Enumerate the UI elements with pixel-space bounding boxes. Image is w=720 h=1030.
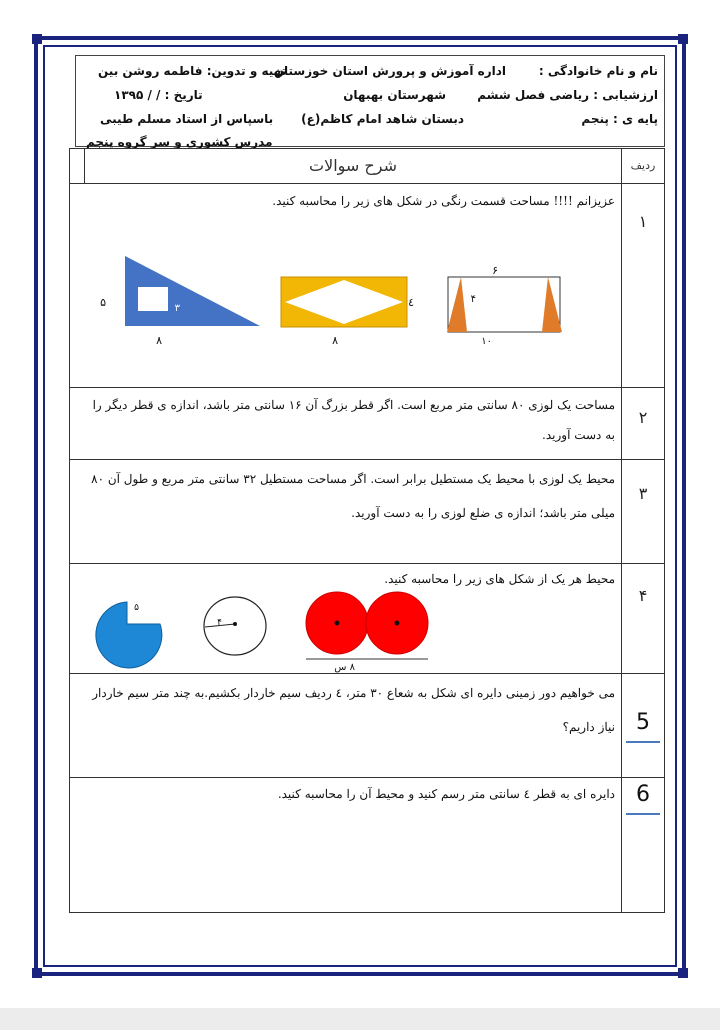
- student-name-label: نام و نام خانوادگی :: [538, 64, 658, 78]
- question-text: مساحت یک لوزی ۸۰ سانتی متر مربع است. اگر قطر بزرگ آن ۱۶ سانتی متر باشد، اندازه ی قطر دیگر را به دست آورید.: [92, 398, 615, 442]
- page-bottom-strip: [0, 1008, 720, 1030]
- question-number: ۳: [638, 484, 648, 503]
- grade-label: پایه ی : پنجم: [581, 112, 658, 126]
- question-row-5: [70, 674, 665, 778]
- city-label: شهرستان بهبهان: [343, 88, 446, 102]
- question-number: ۱: [638, 212, 648, 231]
- circle-radius-label: ۴: [217, 618, 222, 628]
- circle-sector: [96, 602, 162, 668]
- exam-header: [75, 55, 665, 147]
- office-label: اداره آموزش و پرورش استان خوزستان: [273, 64, 506, 78]
- rectangle-height-label: ٤: [408, 296, 414, 309]
- question-number: 5: [636, 710, 650, 735]
- corner-ornament: [32, 968, 42, 978]
- question-row-4: [70, 564, 665, 674]
- corner-ornament: [32, 34, 42, 44]
- question-text: عزیزانم !!!! مساحت قسمت رنگی در شکل های زیر را محاسبه کنید.: [272, 194, 615, 208]
- column-title-header: شرح سوالات: [309, 156, 397, 175]
- corner-ornament: [678, 34, 688, 44]
- triangle-white-square: [138, 287, 168, 311]
- question-1-figures: [70, 184, 620, 388]
- school-label: دبستان شاهد امام کاظم(ع): [301, 112, 464, 126]
- question-row-3: [70, 460, 665, 564]
- triangle-height-label: ۵: [100, 296, 106, 309]
- table-header-row: [70, 149, 665, 184]
- number-underline: [626, 741, 660, 743]
- thanks-label: باسپاس از استاد مسلم طیبی: [100, 112, 274, 126]
- triangle-square-label: ۳: [174, 303, 180, 314]
- question-text: محیط یک لوزی با محیط یک مستطیل برابر است. اگر مساحت مستطیل ۳۲ سانتی متر مربع و طول آن ۸۰ میلی متر باشد؛ اندازه ی ضلع لوزی را به دست آورید.: [91, 472, 615, 520]
- questions-table: [69, 148, 665, 913]
- trapezoid-left-triangle: [447, 277, 467, 332]
- question-text: دایره ای به قطر ٤ سانتی متر رسم کنید و محیط آن را محاسبه کنید.: [277, 787, 615, 801]
- question-row-1: [70, 184, 665, 388]
- corner-ornament: [678, 968, 688, 978]
- question-row-6: [70, 778, 665, 913]
- question-number: ۲: [638, 408, 648, 427]
- trapezoid-height-label: ۴: [470, 294, 476, 305]
- red-circle-center: [335, 621, 340, 626]
- question-4-figures: [70, 564, 620, 674]
- question-number: ۴: [638, 586, 648, 605]
- sector-radius-label: ۵: [134, 603, 139, 613]
- question-number: 6: [636, 782, 650, 807]
- circles-width-label: ۸ س: [334, 662, 355, 673]
- date-label: تاریخ : / / ۱۳۹۵: [114, 88, 203, 102]
- evaluation-label: ارزشیابی : ریاضی فصل ششم: [477, 88, 658, 102]
- trapezoid-bottom-label: ۱۰: [481, 336, 492, 347]
- red-circle-center: [395, 621, 400, 626]
- circle-center-dot: [233, 622, 237, 626]
- author-label: تهیه و تدوین: فاطمه روشن بین: [98, 64, 287, 78]
- question-row-2: [70, 388, 665, 460]
- rectangle-width-label: ۸: [332, 334, 338, 347]
- triangle-base-label: ۸: [156, 334, 162, 347]
- question-text: می خواهیم دور زمینی دایره ای شکل به شعاع ۳۰ متر، ٤ ردیف سیم خاردار بکشیم.به چند متر سیم خاردار نیاز داریم؟: [92, 686, 615, 734]
- question-text: محیط هر یک از شکل های زیر را محاسبه کنید.: [384, 572, 615, 586]
- number-underline: [626, 813, 660, 815]
- column-number-header: ردیف: [630, 159, 656, 172]
- trapezoid-right-triangle: [542, 277, 562, 332]
- teacher-label: مدرس کشوری و سر گروه پنجم: [86, 135, 273, 149]
- trapezoid-top-label: ۶: [492, 264, 498, 277]
